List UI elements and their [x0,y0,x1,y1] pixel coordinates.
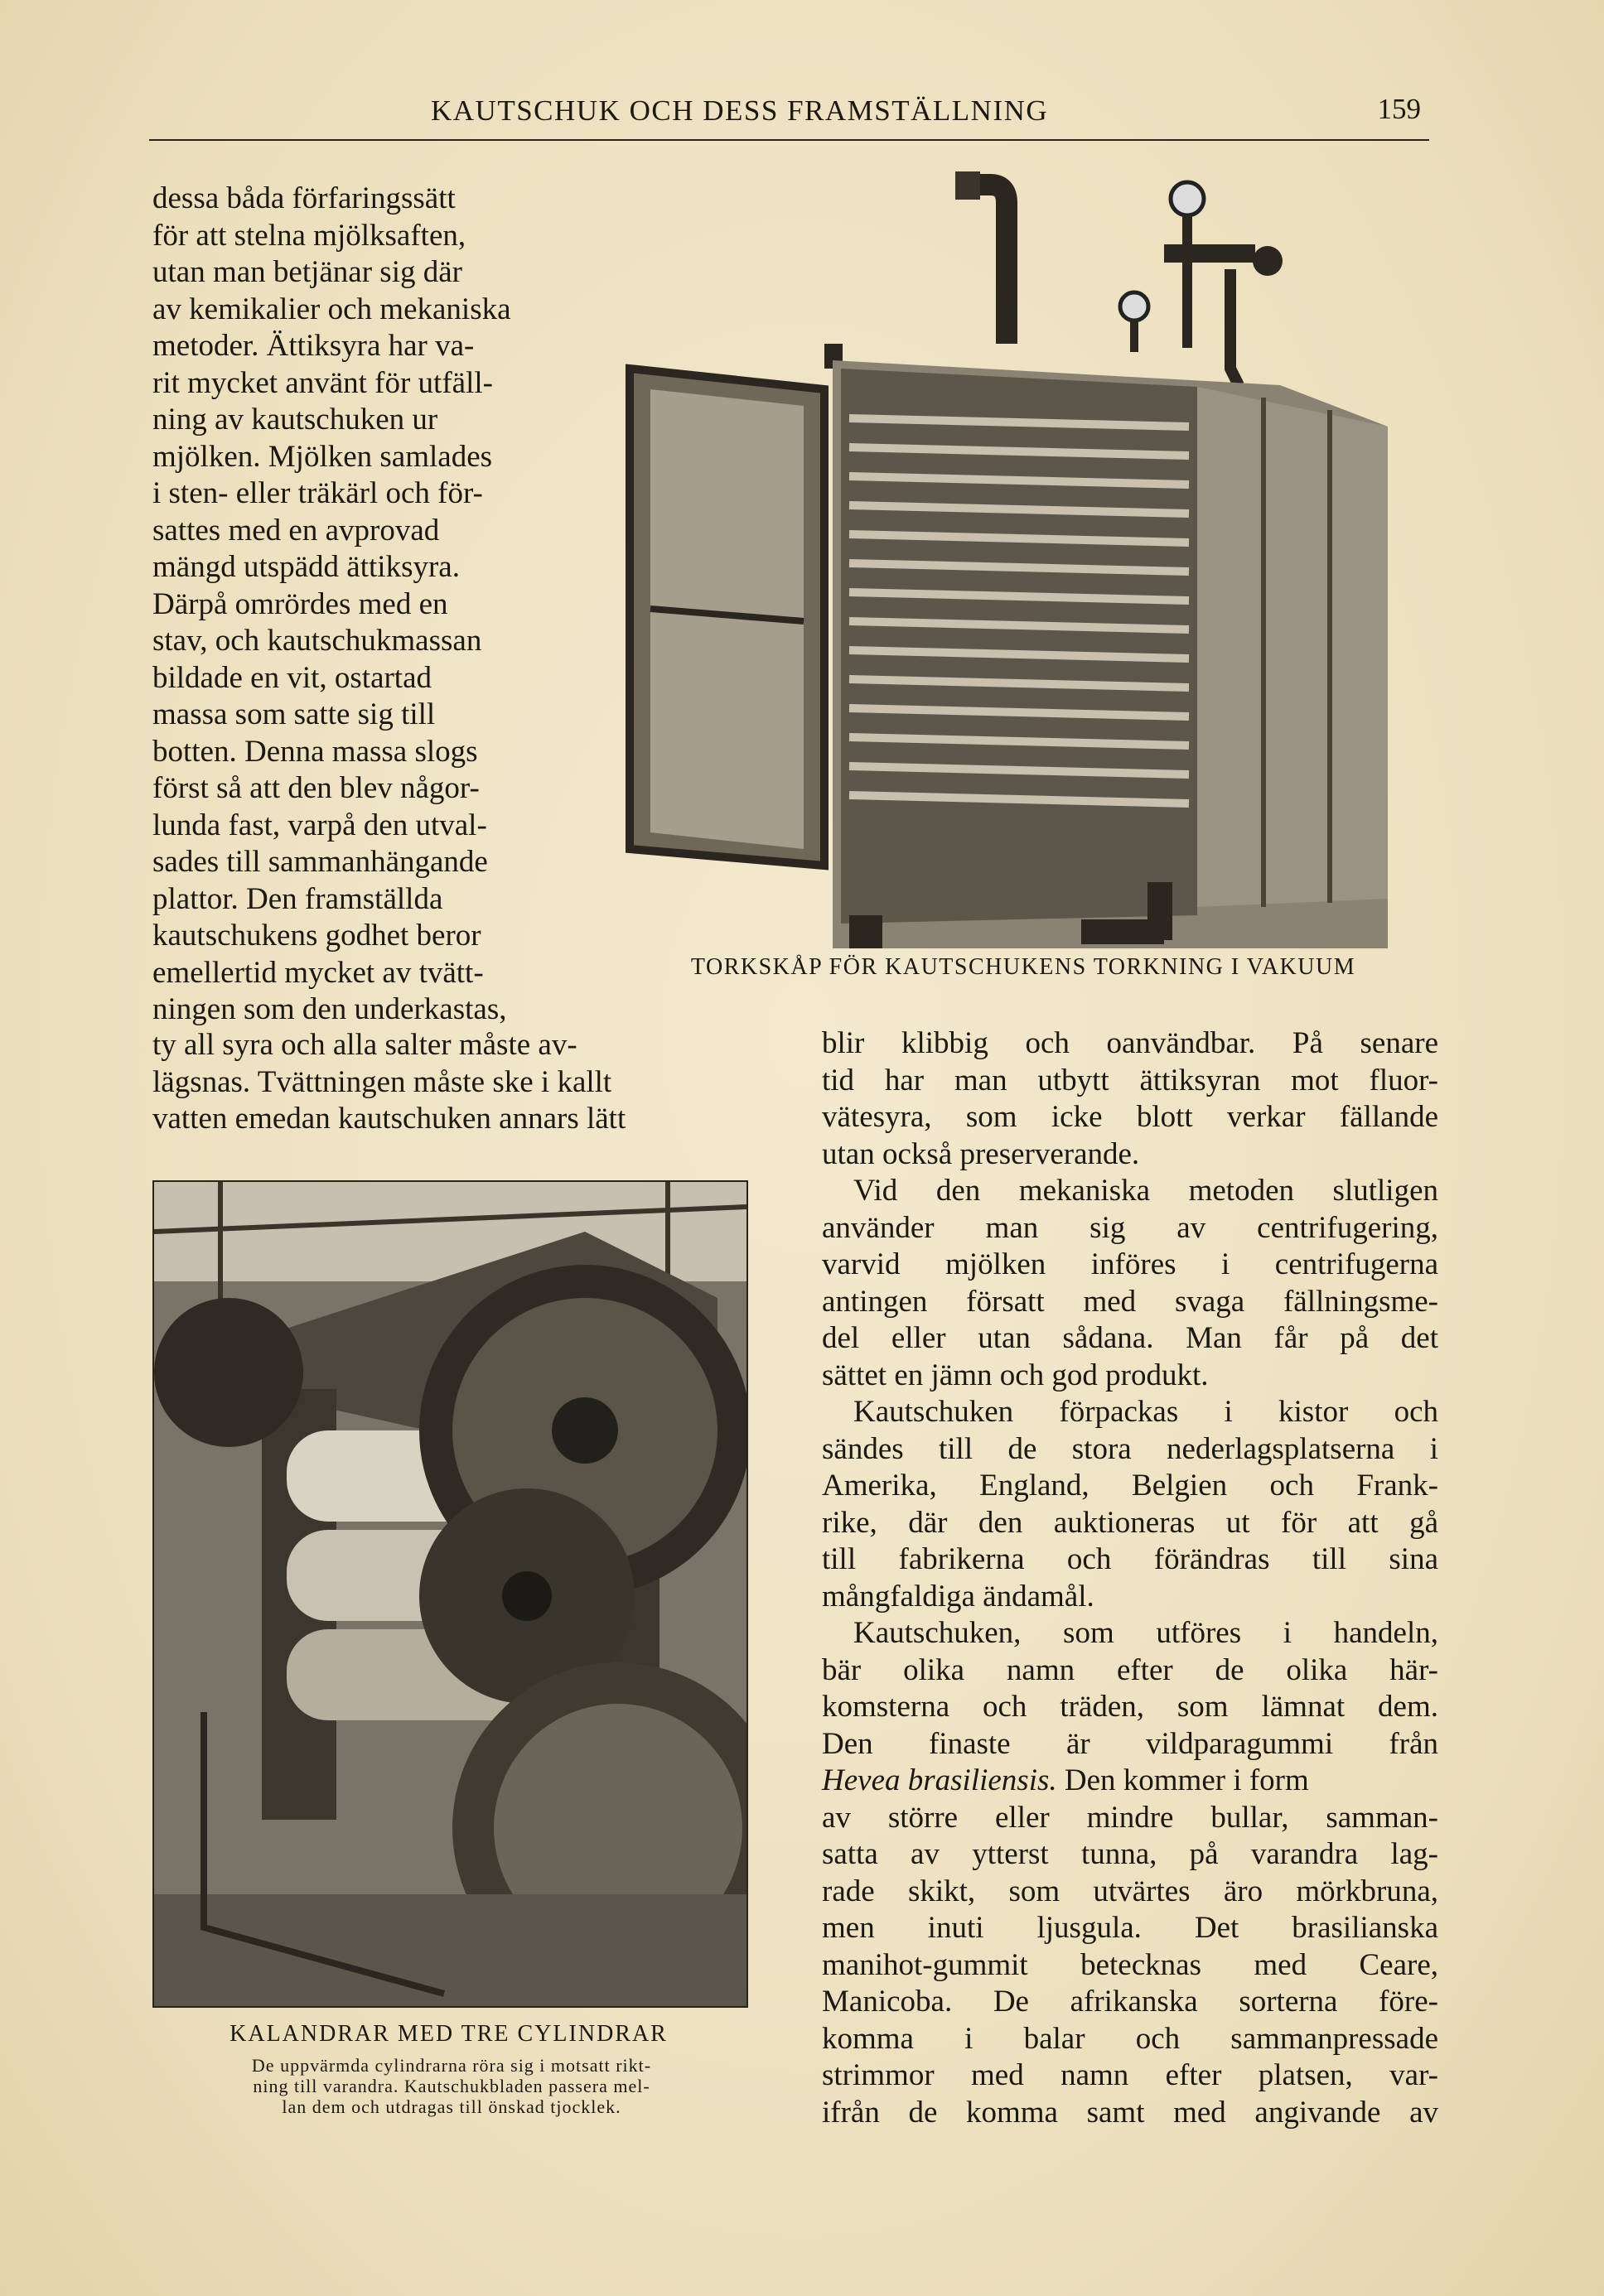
text-line: Därpå omrördes med en [152,586,448,621]
text-line: rit mycket använt för utfäll- [152,365,493,400]
text-line: mjölken. Mjölken samlades [152,439,493,474]
caption-line: De uppvärmda cylindrarna röra sig i motsatt rikt- [251,2055,652,2076]
text-line: Manicoba. De afrikanska sorterna före- [822,1985,1438,2019]
text-line: strimmor med namn efter platsen, var- [822,2058,1438,2092]
text-line: ning av kautschuken ur [152,403,438,437]
text-line: bildade en vit, ostartad [152,660,432,695]
text-line: sades till sammanhängande [152,845,488,879]
text-line: sattes med en avprovad [152,513,440,547]
text-line: ty all syra och alla salter måste av- [152,1028,577,1062]
text-line: stav, och kautschukmassan [152,624,482,658]
text-line: plattor. Den framställda [152,881,443,916]
figure-caption-top: TORKSKÅP FÖR KAUTSCHUKENS TORKNING I VAKUUM [690,954,1356,980]
text-line: mångfaldiga ändamål. [822,1579,1094,1613]
text-line: tid har man utbytt ättiksyran mot fluor- [822,1063,1438,1097]
text-line: mängd utspädd ättiksyra. [152,550,460,584]
text-line [822,1763,1438,1800]
text-line: lunda fast, varpå den utval- [152,808,487,842]
left-wide-text [152,1027,766,1138]
text-line: Vid den mekaniska metoden slutligen [853,1174,1438,1208]
left-column-text [152,181,600,1029]
species-name: Hevea brasiliensis. [822,1763,1057,1797]
caption-line: ning till varandra. Kautschukbladen passera mel- [253,2076,650,2096]
text-line: i sten- eller träkärl och för- [152,476,483,510]
text-line: blir klibbig och oanvändbar. På senare [822,1026,1438,1060]
figure-caption-bottom-title: KALANDRAR MED TRE CYLINDRAR [229,2021,668,2047]
text-line: till fabrikerna och förändras till sina [822,1542,1438,1576]
text-line: kautschukens godhet beror [152,919,481,953]
text-line: metoder. Ättiksyra har va- [152,329,475,363]
text-line: varvid mjölken införes i centrifugerna [822,1247,1438,1281]
text-line: utan också preserverande. [822,1136,1140,1171]
text-line: Amerika, England, Belgien och Frank- [822,1469,1438,1503]
right-column-text [822,1025,1438,2131]
text-line: manihot-gummit betecknas med Ceare, [822,1947,1438,1982]
text-line: satta av ytterst tunna, på varandra lag- [822,1837,1438,1871]
page-header [149,89,1429,141]
text-line: emellertid mycket av tvätt- [152,955,484,990]
text-line: använder man sig av centrifugering, [822,1210,1438,1245]
text-line: först så att den blev någor- [152,771,480,805]
caption-line: lan dem och utdragas till önskad tjocklek. [282,2096,621,2117]
page-number: 159 [1377,93,1421,125]
text-line: rike, där den auktioneras ut för att gå [822,1505,1438,1540]
calender-machine-photo [152,1180,748,2008]
figure-caption-bottom-description [166,2055,737,2117]
text-line: komsterna och träden, som lämnat dem. [822,1690,1438,1724]
text-line: Kautschuken, som utföres i handeln, [853,1616,1438,1650]
text-line: dessa båda förfaringssätt [152,181,456,215]
calender-machine-illustration [154,1182,746,2006]
text-line: Den finaste är vildparagummi från [822,1726,1438,1761]
text-line: Kautschuken förpackas i kistor och [853,1395,1438,1429]
text-line: sändes till de stora nederlagsplatserna i [822,1431,1438,1466]
text-line: vätesyra, som icke blott verkar fällande [822,1100,1438,1134]
text-line: del eller utan sådana. Man får på det [822,1321,1438,1355]
text-line: rade skikt, som utvärtes äro mörkbruna, [822,1874,1438,1908]
drying-cabinet-illustration [617,170,1450,957]
text-line: botten. Denna massa slogs [152,734,478,769]
running-title: KAUTSCHUK OCH DESS FRAMSTÄLLNING [431,94,1049,127]
text-line: bär olika namn efter de olika här- [822,1652,1438,1687]
text-line: av större eller mindre bullar, samman- [822,1800,1438,1835]
text-line: för att stelna mjölksaften, [152,218,466,253]
text-line: men inuti ljusgula. Det brasilianska [822,1911,1438,1945]
text-line: massa som satte sig till [152,697,436,731]
text-line: av kemikalier och mekaniska [152,292,511,326]
text-line: komma i balar och sammanpressade [822,2021,1438,2056]
text-line: sättet en jämn och god produkt. [822,1358,1209,1392]
text-line: utan man betjänar sig där [152,255,462,289]
text-line: ningen som den underkastas, [152,992,507,1026]
text-line: ifrån de komma samt med angivande av [822,2095,1438,2130]
text-line: lägsnas. Tvättningen måste ske i kallt [152,1064,612,1099]
text-line: vatten emedan kautschuken annars lätt [152,1102,626,1136]
text-line: antingen försatt med svaga fällningsme- [822,1284,1438,1319]
text-fragment: Den kommer i form [1064,1763,1309,1797]
